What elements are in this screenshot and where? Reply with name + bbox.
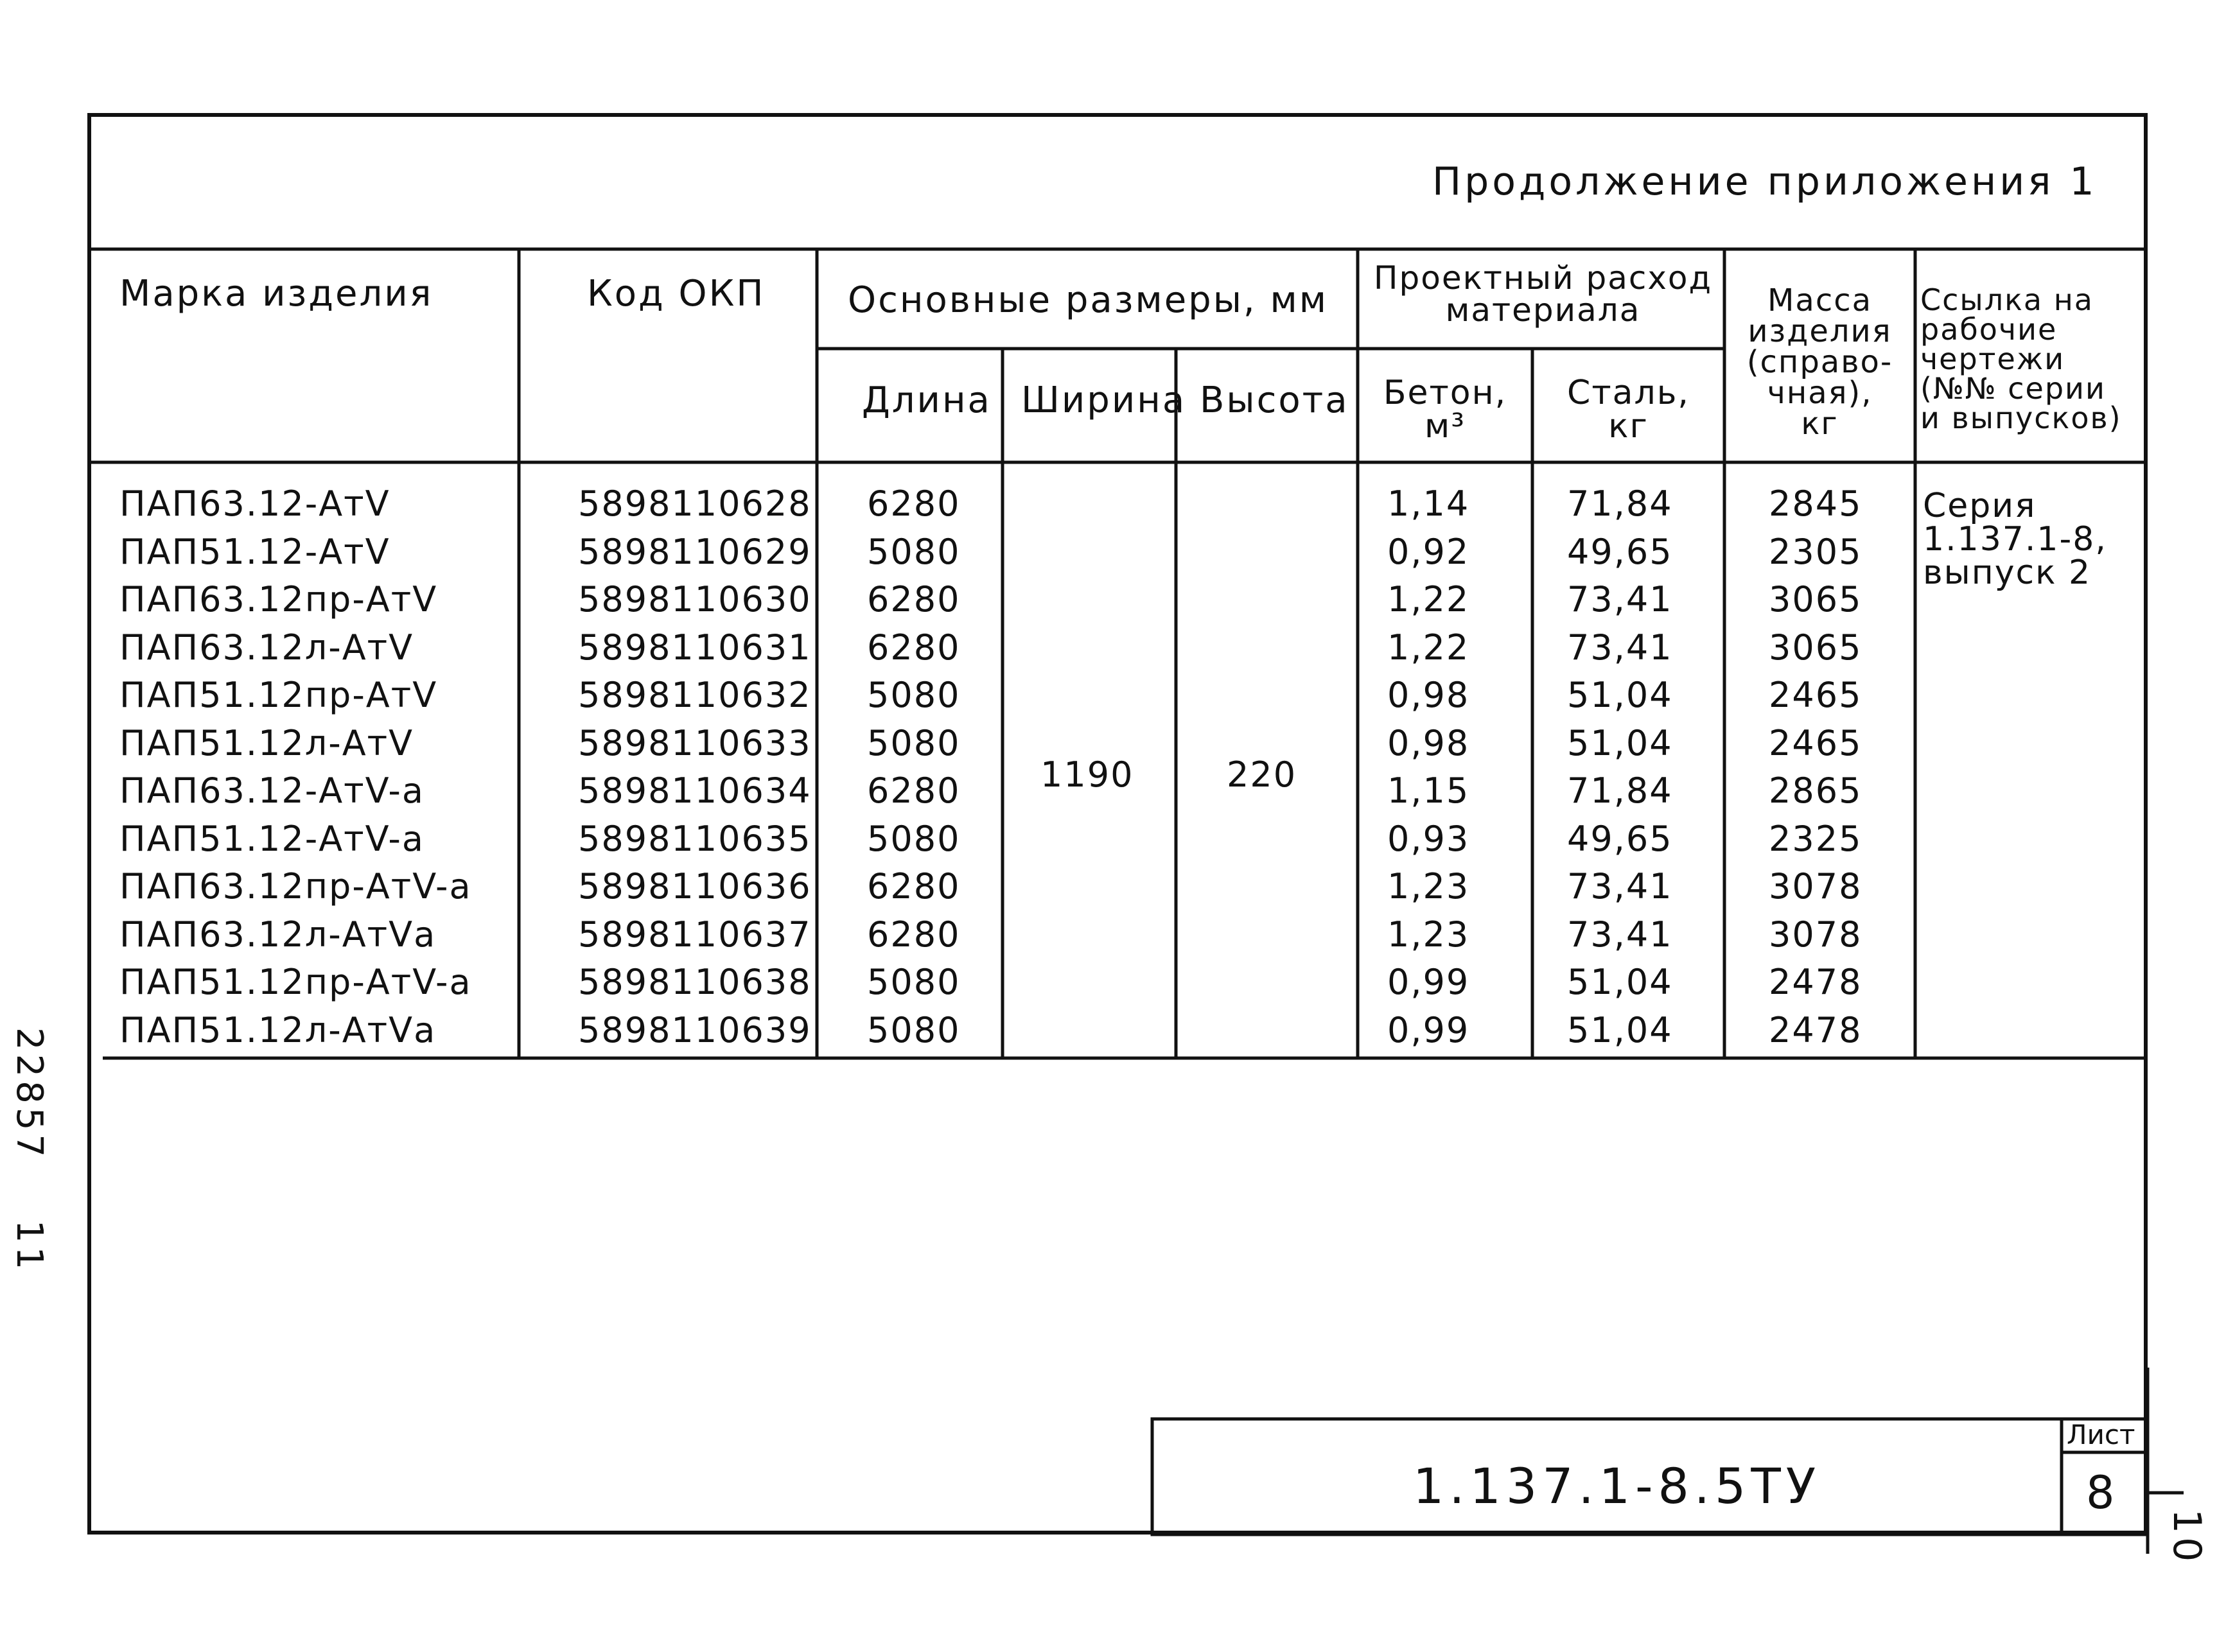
row-3-steel: 73,41 [1567,579,1673,620]
row-3-length: 6280 [867,579,961,620]
row-7-mass: 2865 [1769,770,1862,811]
row-11-mark: ПАП51.12пр-АтV-а [119,962,472,1002]
row-9-steel: 73,41 [1567,866,1673,907]
row-11-steel: 51,04 [1567,962,1673,1002]
row-10-mass: 3078 [1769,914,1862,955]
row-1-code: 5898110628 [578,483,812,524]
row-4-steel: 73,41 [1567,627,1673,668]
row-1-steel: 71,84 [1567,483,1673,524]
row-2-mass: 2305 [1769,532,1862,572]
row-3-concrete: 1,22 [1387,579,1470,620]
row-8-mark: ПАП51.12-АтV-а [119,819,425,859]
row-1-concrete: 1,14 [1387,483,1470,524]
row-5-code: 5898110632 [578,675,812,715]
row-4-concrete: 1,22 [1387,627,1470,668]
right-margin-number: 10 [2164,1509,2209,1566]
row-6-steel: 51,04 [1567,723,1673,763]
row-8-code: 5898110635 [578,819,812,859]
row-11-concrete: 0,99 [1387,962,1470,1002]
left-margin-number: 22857 [8,1027,50,1161]
row-9-mass: 3078 [1769,866,1862,907]
header-ref: Ссылка на рабочие чертежи (№№ серии и выпусков) [1920,283,2122,435]
row-4-mass: 3065 [1769,627,1862,668]
row-5-steel: 51,04 [1567,675,1673,715]
left-margin-mark: 11 [8,1220,50,1274]
row-5-concrete: 0,98 [1387,675,1470,715]
row-6-mass: 2465 [1769,723,1862,763]
row-10-code: 5898110637 [578,914,812,955]
shared-reference: Серия 1.137.1-8, выпуск 2 [1923,487,2107,592]
header-steel: Сталь, кг [1567,374,1690,446]
row-12-code: 5898110639 [578,1010,812,1050]
row-5-mass: 2465 [1769,675,1862,715]
row-8-mass: 2325 [1769,819,1862,859]
row-4-mark: ПАП63.12л-АтV [119,627,414,668]
row-7-concrete: 1,15 [1387,770,1470,811]
row-11-code: 5898110638 [578,962,812,1002]
header-length: Длина [862,379,992,421]
row-12-mass: 2478 [1769,1010,1862,1050]
row-6-concrete: 0,98 [1387,723,1470,763]
header-concrete: Бетон, м³ [1383,374,1507,446]
row-7-steel: 71,84 [1567,770,1673,811]
row-7-code: 5898110634 [578,770,812,811]
row-12-steel: 51,04 [1567,1010,1673,1050]
row-9-code: 5898110636 [578,866,812,907]
header-dims-group: Основные размеры, мм [848,279,1329,321]
row-10-concrete: 1,23 [1387,914,1470,955]
header-material-group: Проектный расход материала [1373,259,1713,329]
sheet-label: Лист [2067,1419,2135,1450]
row-10-mark: ПАП63.12л-АтVа [119,914,437,955]
row-9-mark: ПАП63.12пр-АтV-а [119,866,472,907]
header-width: Ширина [1021,379,1187,421]
row-9-length: 6280 [867,866,961,907]
document-code: 1.137.1-8.5ТУ [1413,1457,1821,1515]
row-1-length: 6280 [867,483,961,524]
row-1-mark: ПАП63.12-АтV [119,483,390,524]
row-9-concrete: 1,23 [1387,866,1470,907]
row-3-mass: 3065 [1769,579,1862,620]
row-10-length: 6280 [867,914,961,955]
header-mass: Масса изделия (справо- чная), кг [1746,283,1893,442]
header-height: Высота [1200,379,1349,421]
row-3-mark: ПАП63.12пр-АтV [119,579,438,620]
row-8-length: 5080 [867,819,961,859]
row-12-concrete: 0,99 [1387,1010,1470,1050]
page-title: Продолжение приложения 1 [1432,159,2098,204]
row-3-code: 5898110630 [578,579,812,620]
header-mark: Марка изделия [119,273,434,315]
row-11-mass: 2478 [1769,962,1862,1002]
shared-width: 1190 [1040,754,1134,795]
row-1-mass: 2845 [1769,483,1862,524]
row-5-mark: ПАП51.12пр-АтV [119,675,438,715]
row-2-code: 5898110629 [578,532,812,572]
row-2-concrete: 0,92 [1387,532,1470,572]
row-2-steel: 49,65 [1567,532,1673,572]
row-7-mark: ПАП63.12-АтV-а [119,770,425,811]
row-8-concrete: 0,93 [1387,819,1470,859]
row-12-length: 5080 [867,1010,961,1050]
sheet-number: 8 [2086,1466,2115,1519]
shared-height: 220 [1227,754,1297,795]
row-2-length: 5080 [867,532,961,572]
row-7-length: 6280 [867,770,961,811]
row-6-length: 5080 [867,723,961,763]
row-10-steel: 73,41 [1567,914,1673,955]
row-11-length: 5080 [867,962,961,1002]
row-8-steel: 49,65 [1567,819,1673,859]
row-2-mark: ПАП51.12-АтV [119,532,390,572]
row-12-mark: ПАП51.12л-АтVа [119,1010,437,1050]
row-6-code: 5898110633 [578,723,812,763]
header-code: Код ОКП [587,273,766,315]
row-4-length: 6280 [867,627,961,668]
row-5-length: 5080 [867,675,961,715]
row-6-mark: ПАП51.12л-АтV [119,723,414,763]
row-4-code: 5898110631 [578,627,812,668]
